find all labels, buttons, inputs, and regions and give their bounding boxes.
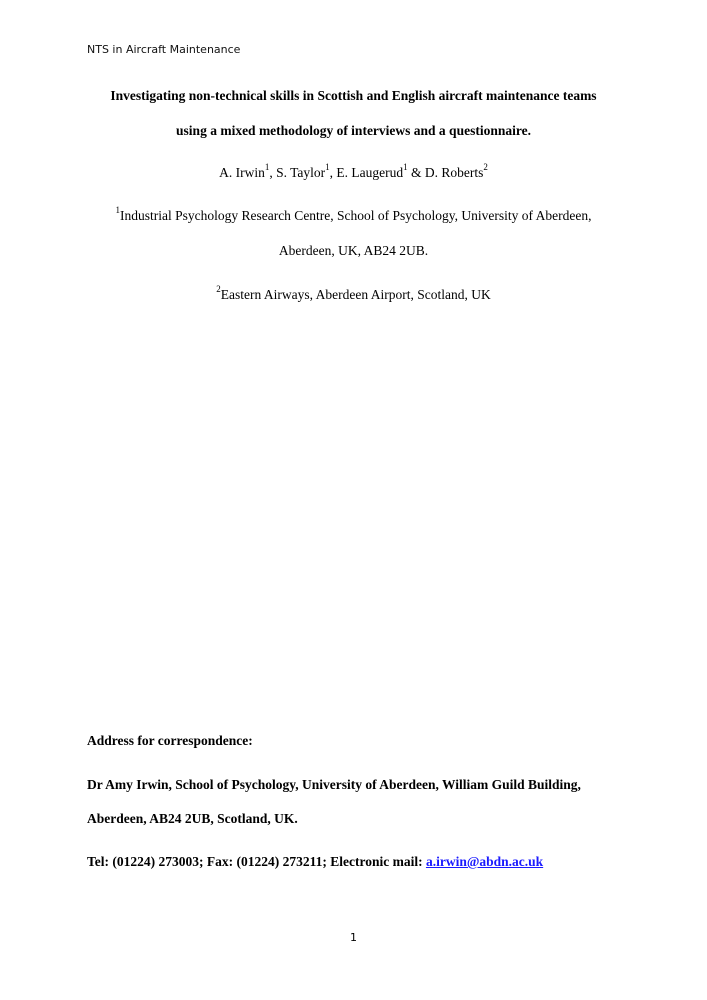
contact-details: Tel: (01224) 273003; Fax: (01224) 273211; Electronic mail: [87,854,426,869]
author-separator: & [407,165,425,180]
affiliation-2-line-1: Eastern Airways, Aberdeen Airport, Scotland, UK [220,287,491,302]
correspondence-line-1: Dr Amy Irwin, School of Psychology, University of Aberdeen, William Guild Building, [87,777,581,792]
affiliation-mark: 2 [216,284,221,294]
author-name: D. Roberts [424,165,484,180]
page-number: 1 [350,931,357,944]
affiliation-1-line-1: Industrial Psychology Research Centre, School of Psychology, University of Aberdeen, [119,208,592,223]
affiliation-mark: 2 [483,162,488,172]
author-separator: , [269,165,277,180]
title-line-2: using a mixed methodology of interviews and a questionnaire. [176,123,531,138]
author-list [40,162,667,181]
affiliation-mark: 1 [115,205,120,215]
affiliation-mark: 1 [403,162,408,172]
author-separator: , [329,165,337,180]
author-name: A. Irwin [219,165,265,180]
author-name: E. Laugerud [336,165,404,180]
running-header: NTS in Aircraft Maintenance [87,43,241,56]
title-line-1: Investigating non-technical skills in Scottish and English aircraft maintenance teams [110,88,597,103]
correspondence-line-2: Aberdeen, AB24 2UB, Scotland, UK. [87,811,298,826]
affiliation-2 [40,284,667,303]
affiliation-mark: 1 [325,162,330,172]
affiliation-1 [40,205,667,224]
correspondence-contact [87,854,543,870]
affiliation-1-line-2: Aberdeen, UK, AB24 2UB. [278,243,429,258]
email-link[interactable]: a.irwin@abdn.ac.uk [425,854,544,869]
author-name: S. Taylor [276,165,326,180]
correspondence-heading: Address for correspondence: [87,733,253,748]
affiliation-mark: 1 [264,162,270,172]
